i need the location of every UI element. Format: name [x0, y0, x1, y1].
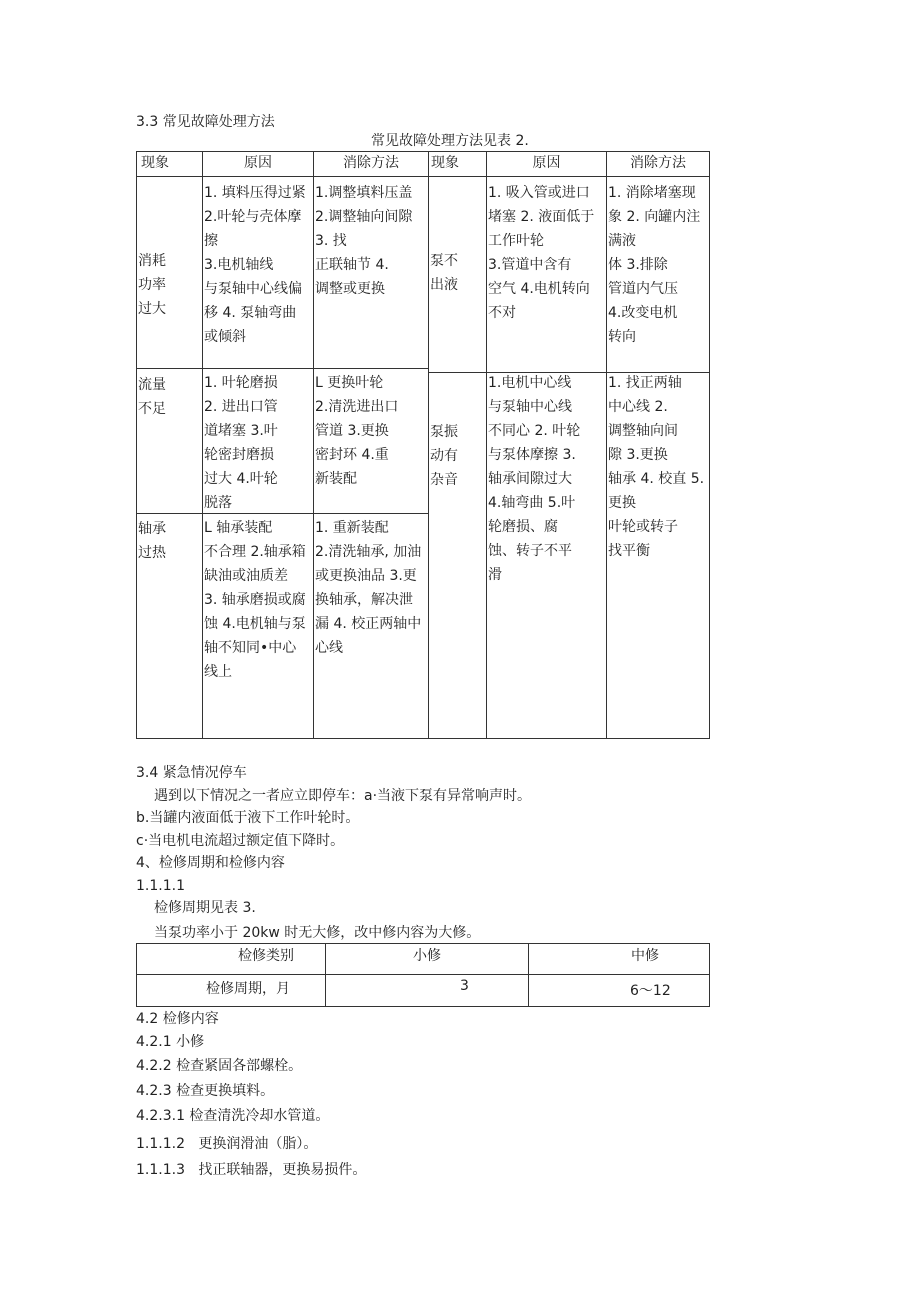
header-phenomenon-2: 现象: [431, 155, 459, 171]
row3-phenomenon: 轴承 过热: [138, 521, 166, 561]
line-1-1-1-2: 1.1.1.2 更换润滑油（脂）。: [136, 1136, 318, 1152]
header-phenomenon: 现象: [141, 155, 169, 171]
power-note: 当泵功率小于 20kw 时无大修，改中修内容为大修。: [154, 925, 481, 941]
row2-remedy-2: 1. 找正两轴 中心线 2. 调整轴向间 隙 3.更换 轴承 4. 校直 5. 更换 叶轮或转子 找平衡: [608, 375, 705, 559]
header-cause: 原因: [244, 155, 272, 171]
table3-medium-cycle: 6～12: [630, 983, 671, 999]
table3-header-minor: 小修: [413, 948, 441, 964]
row1-cause-2: 1. 吸入管或进口 堵塞 2. 液面低于 工作叶轮 3.管道中含有 空气 4.电机转向 不对: [488, 185, 595, 321]
row2-cause-2: 1.电机中心线 与泵轴中心线 不同心 2. 叶轮 与泵体摩擦 3. 轴承间隙过大 4.轴弯曲 5.叶 轮磨损、腐 蚀、转子不平 滑: [488, 375, 581, 583]
line-4-2-1: 4.2.1 小修: [136, 1034, 205, 1050]
row2-cause: 1. 叶轮磨损 2. 进出口管 道堵塞 3.叶 轮密封磨损 过大 4.叶轮 脱落: [204, 375, 278, 511]
line-4-2-3: 4.2.3 检查更换填料。: [136, 1083, 275, 1099]
row2-phenomenon-2: 泵振 动有 杂音: [430, 424, 458, 488]
line-4-2-3-1: 4.2.3.1 检查清洗冷却水管道。: [136, 1108, 330, 1124]
table3-row-label: 检修周期，月: [206, 981, 290, 997]
table3-minor-cycle: 3: [460, 978, 469, 994]
row1-cause: 1. 填料压得过紧 2.叶轮与壳体摩 擦 3.电机轴线 与泵轴中心线偏 移 4. 泵轴弯曲 或倾斜: [204, 185, 306, 345]
section-heading-4: 4、检修周期和检修内容: [136, 855, 285, 871]
header-remedy-2: 消除方法: [630, 155, 686, 171]
line-1-1-1-3: 1.1.1.3 找正联轴器，更换易损件。: [136, 1162, 367, 1178]
section-heading-3-4: 3.4 紧急情况停车: [136, 765, 247, 781]
header-remedy: 消除方法: [343, 155, 399, 171]
section-number: 1.1.1.1: [136, 878, 185, 894]
table3-header-medium: 中修: [631, 948, 659, 964]
section-heading-3-3: 3.3 常见故障处理方法: [136, 114, 275, 130]
line-4-2-2: 4.2.2 检查紧固各部螺栓。: [136, 1058, 303, 1074]
stop-condition-c: c·当电机电流超过额定值下降时。: [136, 833, 345, 849]
row1-phenomenon-2: 泵不 出液: [430, 253, 458, 293]
row3-remedy: 1. 重新装配 2.清洗轴承, 加油 或更换油品 3.更 换轴承，解决泄 漏 4. 校正两轴中 心线: [315, 520, 422, 656]
header-cause-2: 原因: [532, 155, 561, 171]
row1-remedy: 1.调整填料压盖 2.调整轴向间隙 3. 找 正联轴节 4. 调整或更换: [315, 185, 413, 297]
section-heading-4-2: 4.2 检修内容: [136, 1011, 219, 1027]
table2-caption: 常见故障处理方法见表 2.: [371, 133, 529, 149]
row2-remedy: L 更换叶轮 2.清洗进出口 管道 3.更换 密封环 4.重 新装配: [315, 375, 399, 487]
row2-phenomenon: 流量 不足: [138, 377, 166, 417]
row1-remedy-2: 1. 消除堵塞现 象 2. 向罐内注 满液 体 3.排除 管道内气压 4.改变电机 转向: [608, 185, 701, 345]
stop-condition-b: b.当罐内液面低于液下工作叶轮时。: [136, 810, 360, 826]
table3-caption: 检修周期见表 3.: [154, 900, 256, 916]
row1-phenomenon: 消耗 功率 过大: [138, 253, 166, 317]
table3-header-category: 检修类别: [238, 948, 294, 964]
row3-cause: L 轴承装配 不合理 2.轴承箱 缺油或油质差 3. 轴承磨损或腐 蚀 4.电机轴与泵 轴不知同•中心 线上: [204, 520, 306, 680]
stop-condition-a: 遇到以下情况之一者应立即停车：a·当液下泵有异常响声时。: [154, 788, 532, 804]
